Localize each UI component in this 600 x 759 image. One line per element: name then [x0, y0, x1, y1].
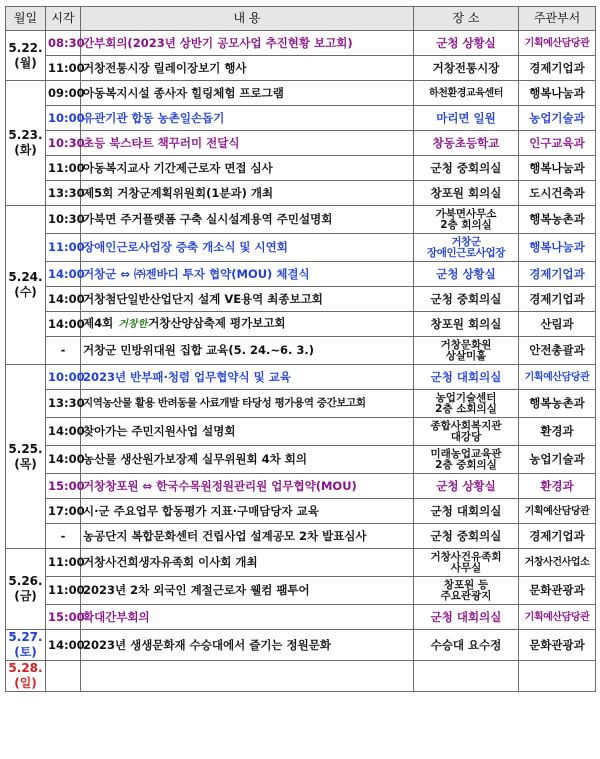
- table-row: [6, 262, 596, 287]
- place-line-1: 농업기술센터: [435, 391, 497, 404]
- day-weekday: (월): [14, 55, 37, 70]
- table-row: [6, 549, 596, 577]
- place-line-1: 거창사건유족회: [430, 550, 502, 563]
- place-two-line: [416, 421, 516, 443]
- dept-cell: 농업기술과: [519, 446, 596, 474]
- dept-cell: 농업기술과: [519, 106, 596, 131]
- time-cell: 15:00: [46, 474, 81, 499]
- table-row: [6, 499, 596, 524]
- place-cell: [414, 390, 519, 418]
- dept-cell: 환경과: [519, 418, 596, 446]
- table-row: [6, 81, 596, 106]
- content-cell: [81, 312, 414, 337]
- place-line-2: 장애인근로사업장: [427, 246, 505, 259]
- place-line-2: 2층 회의실: [440, 218, 492, 231]
- place-line-2: 사무실: [450, 561, 482, 574]
- header-content: 내 용: [81, 7, 414, 31]
- table-row: [6, 446, 596, 474]
- time-cell: -: [46, 337, 81, 365]
- header-place: 장 소: [414, 7, 519, 31]
- place-two-line: [416, 340, 516, 362]
- schedule-table: [5, 6, 596, 692]
- content-cell: 가북면 주거플랫폼 구축 실시설계용역 주민설명회: [81, 206, 414, 234]
- dept-cell: 기획예산담당관: [519, 365, 596, 390]
- place-cell: 창포원 회의실: [414, 181, 519, 206]
- place-cell: [414, 661, 519, 692]
- dept-cell: 거창사건사업소: [519, 549, 596, 577]
- dept-cell: 경제기업과: [519, 262, 596, 287]
- place-line-2: 2층 중회의실: [435, 458, 497, 471]
- time-cell: 17:00: [46, 499, 81, 524]
- time-cell: 10:00: [46, 365, 81, 390]
- table-row: [6, 605, 596, 630]
- table-row: [6, 206, 596, 234]
- content-cell: 시·군 주요업무 합동평가 지표·구매담당자 교육: [81, 499, 414, 524]
- content-cell: 2023년 반부패·청렴 업무협약식 및 교육: [81, 365, 414, 390]
- time-cell: 14:00: [46, 312, 81, 337]
- content-cell: 농산물 생산원가보장제 실무위원회 4차 회의: [81, 446, 414, 474]
- place-line-2: 대강당: [450, 430, 482, 443]
- dept-cell: 행복나눔과: [519, 81, 596, 106]
- content-cell: 거창첨단일반산업단지 설계 VE용역 최종보고회: [81, 287, 414, 312]
- content-cell: 확대간부회의: [81, 605, 414, 630]
- content-cell: 간부회의(2023년 상반기 공모사업 추진현황 보고회): [81, 31, 414, 56]
- time-cell: 13:30: [46, 390, 81, 418]
- day-weekday: (토): [14, 645, 37, 659]
- place-cell: [414, 234, 519, 262]
- table-row: [6, 287, 596, 312]
- dept-cell: 문화관광과: [519, 630, 596, 661]
- dept-cell: 행복나눔과: [519, 156, 596, 181]
- content-cell: 찾아가는 주민지원사업 설명회: [81, 418, 414, 446]
- content-cell: [81, 661, 414, 692]
- table-row: [6, 630, 596, 661]
- time-cell: 14:00: [46, 262, 81, 287]
- dept-cell: 기획예산담당관: [519, 499, 596, 524]
- dept-cell: 행복나눔과: [519, 234, 596, 262]
- day-weekday: (금): [14, 589, 37, 603]
- dept-cell: 도시건축과: [519, 181, 596, 206]
- place-cell: 창포원 회의실: [414, 312, 519, 337]
- place-cell: 군청 대회의실: [414, 499, 519, 524]
- dept-cell: 안전총괄과: [519, 337, 596, 365]
- header-row: [6, 7, 596, 31]
- table-row: [6, 106, 596, 131]
- content-cell: 아동복지시설 종사자 힐링체험 프로그램: [81, 81, 414, 106]
- content-cell: 초등 북스타트 책꾸러미 전달식: [81, 131, 414, 156]
- table-row: [6, 390, 596, 418]
- place-line-2: 주요관광지: [440, 589, 492, 602]
- dept-cell: 문화관광과: [519, 577, 596, 605]
- place-line-2: 상살미홀: [445, 349, 487, 362]
- table-row: [6, 312, 596, 337]
- dept-cell: 산림과: [519, 312, 596, 337]
- place-two-line: [416, 237, 516, 259]
- place-cell: 거창전통시장: [414, 56, 519, 81]
- place-line-1: 거창군: [451, 235, 481, 248]
- dept-cell: 경제기업과: [519, 524, 596, 549]
- dept-cell: 인구교육과: [519, 131, 596, 156]
- place-line-1: 거창문화원: [440, 338, 492, 351]
- content-cell: 거창사건희생자유족회 이사회 개최: [81, 549, 414, 577]
- dept-cell: 경제기업과: [519, 287, 596, 312]
- content-cell: 거창군 민방위대원 집합 교육(5. 24.~6. 3.): [81, 337, 414, 365]
- table-row: [6, 524, 596, 549]
- dept-cell: 행복농촌과: [519, 206, 596, 234]
- time-cell: 11:00: [46, 234, 81, 262]
- content-cell: 제5회 거창군계획위원회(1분과) 개최: [81, 181, 414, 206]
- content-cell: 장애인근로사업장 증축 개소식 및 시연회: [81, 234, 414, 262]
- place-cell: 군청 중회의실: [414, 287, 519, 312]
- header-day: 월일: [6, 7, 46, 31]
- content-cell: 거창전통시장 릴레이장보기 행사: [81, 56, 414, 81]
- day-date: 5.24.: [8, 270, 43, 284]
- content-cell: 거창창포원 ⇔ 한국수목원정원관리원 업무협약(MOU): [81, 474, 414, 499]
- day-cell: [6, 81, 46, 206]
- place-two-line: [416, 580, 516, 602]
- time-cell: 09:00: [46, 81, 81, 106]
- day-date: 5.27.: [8, 630, 43, 644]
- place-cell: 군청 대회의실: [414, 605, 519, 630]
- place-cell: 군청 대회의실: [414, 365, 519, 390]
- time-cell: 10:30: [46, 131, 81, 156]
- content-cell: 아동복지교사 기간제근로자 면접 심사: [81, 156, 414, 181]
- table-row: [6, 474, 596, 499]
- place-line-2: 2층 소회의실: [435, 402, 497, 415]
- time-cell: 14:00: [46, 418, 81, 446]
- day-date: 5.23.: [8, 128, 43, 142]
- dept-cell: 행복농촌과: [519, 390, 596, 418]
- table-row: [6, 418, 596, 446]
- schedule-body: [6, 31, 596, 692]
- header-dept: 주관부서: [519, 7, 596, 31]
- table-row: [6, 181, 596, 206]
- place-cell: [414, 337, 519, 365]
- day-cell: [6, 31, 46, 81]
- place-cell: 군청 상황실: [414, 474, 519, 499]
- place-two-line: [416, 209, 516, 231]
- place-cell: [414, 549, 519, 577]
- day-weekday: (일): [14, 676, 37, 690]
- dept-cell: 환경과: [519, 474, 596, 499]
- place-cell: [414, 446, 519, 474]
- place-cell: 군청 상황실: [414, 31, 519, 56]
- place-cell: 군청 중회의실: [414, 156, 519, 181]
- place-line-1: 가북면사무소: [435, 207, 497, 220]
- table-row: [6, 577, 596, 605]
- place-cell: [414, 577, 519, 605]
- place-cell: [414, 418, 519, 446]
- place-two-line: [416, 552, 516, 574]
- table-row: [6, 131, 596, 156]
- time-cell: 08:30: [46, 31, 81, 56]
- day-cell: [6, 206, 46, 365]
- time-cell: 11:00: [46, 156, 81, 181]
- content-prefix: 제4회: [83, 316, 114, 330]
- place-line-1: 종합사회복지관: [430, 419, 502, 432]
- dept-cell: 기획예산담당관: [519, 31, 596, 56]
- time-cell: 14:00: [46, 287, 81, 312]
- dept-cell: 경제기업과: [519, 56, 596, 81]
- time-cell: 15:00: [46, 605, 81, 630]
- time-cell: [46, 661, 81, 692]
- table-row: [6, 234, 596, 262]
- time-cell: 10:00: [46, 106, 81, 131]
- day-date: 5.28.: [8, 661, 43, 675]
- place-line-1: 창포원 등: [443, 578, 489, 591]
- content-cell: 유관기관 합동 농촌일손돕기: [81, 106, 414, 131]
- day-cell: [6, 661, 46, 692]
- time-cell: 14:00: [46, 446, 81, 474]
- content-cell: 지역농산물 활용 반려동물 사료개발 타당성 평가용역 중간보고회: [81, 390, 414, 418]
- place-cell: 군청 중회의실: [414, 524, 519, 549]
- place-cell: 창동초등학교: [414, 131, 519, 156]
- table-row: [6, 337, 596, 365]
- time-cell: 11:00: [46, 549, 81, 577]
- table-row: [6, 31, 596, 56]
- content-cell: 농공단지 복합문화센터 건립사업 설계공모 2차 발표심사: [81, 524, 414, 549]
- table-row: [6, 365, 596, 390]
- table-row: [6, 56, 596, 81]
- content-text: 거창산양삼축제 평가보고회: [148, 316, 286, 330]
- place-line-1: 미래농업교육관: [430, 447, 502, 460]
- place-cell: 하천환경교육센터: [414, 81, 519, 106]
- time-cell: 11:00: [46, 56, 81, 81]
- festival-logo: 거창한: [118, 319, 148, 330]
- place-cell: 수승대 요수정: [414, 630, 519, 661]
- time-cell: 14:00: [46, 630, 81, 661]
- place-two-line: [416, 449, 516, 471]
- time-cell: 10:30: [46, 206, 81, 234]
- day-cell: [6, 365, 46, 549]
- dept-cell: [519, 661, 596, 692]
- day-cell: [6, 549, 46, 630]
- day-weekday: (화): [14, 143, 37, 157]
- header-time: 시각: [46, 7, 81, 31]
- day-weekday: (목): [14, 456, 37, 471]
- time-cell: 13:30: [46, 181, 81, 206]
- table-row: [6, 661, 596, 692]
- day-date: 5.26.: [8, 574, 43, 588]
- place-cell: 군청 상황실: [414, 262, 519, 287]
- day-weekday: (수): [14, 285, 37, 299]
- content-cell: 거창군 ⇔ ㈜젠바디 투자 협약(MOU) 체결식: [81, 262, 414, 287]
- day-cell: [6, 630, 46, 661]
- place-cell: 마리면 일원: [414, 106, 519, 131]
- place-two-line: [416, 393, 516, 415]
- content-cell: 2023년 생생문화재 수승대에서 즐기는 정원문화: [81, 630, 414, 661]
- dept-cell: 기획예산담당관: [519, 605, 596, 630]
- day-date: 5.25.: [8, 441, 43, 456]
- time-cell: -: [46, 524, 81, 549]
- day-date: 5.22.: [8, 40, 43, 55]
- content-cell: 2023년 2차 외국인 계절근로자 웰컴 팸투어: [81, 577, 414, 605]
- time-cell: 11:00: [46, 577, 81, 605]
- place-cell: [414, 206, 519, 234]
- table-row: [6, 156, 596, 181]
